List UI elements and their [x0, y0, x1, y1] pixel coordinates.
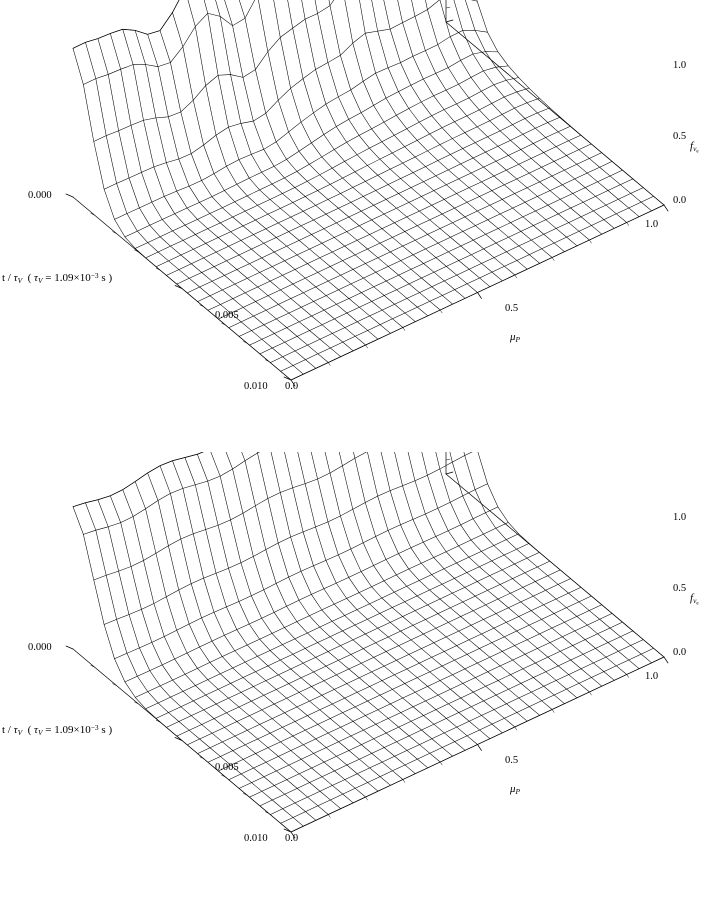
z-tick-2-top: 1.0	[673, 60, 687, 71]
x-tick-1-top: 0.005	[215, 310, 239, 321]
y-tick-2-top: 1.0	[645, 219, 659, 230]
x-tick-0-top: 0.000	[28, 190, 52, 201]
x-axis-label-top: t / $\tau_V$ ( $\tau_V = 1.09\times 10^{-3}$ s )	[2, 271, 113, 286]
x-tick-2-top: 0.010	[244, 381, 268, 392]
y-tick-1-top: 0.5	[505, 303, 519, 314]
y-tick-0-top: 0.0	[285, 381, 299, 392]
z-tick-0-bottom: 0.0	[673, 647, 687, 658]
surface-plot-panel-bottom	[0, 452, 712, 904]
x-tick-2-bottom: 0.010	[244, 833, 268, 844]
z-axis-label-top: $f_{\nu_e}$	[690, 140, 699, 155]
z-tick-2-bottom: 1.0	[673, 512, 687, 523]
y-tick-1-bottom: 0.5	[505, 755, 519, 766]
x-axis-label-bottom: t / $\tau_V$ ( $\tau_V = 1.09\times 10^{-3}$ s )	[2, 723, 113, 738]
y-tick-2-bottom: 1.0	[645, 671, 659, 682]
z-tick-1-bottom: 0.5	[673, 583, 687, 594]
y-axis-label-bottom: $\mu_P$	[510, 783, 521, 797]
x-tick-1-bottom: 0.005	[215, 762, 239, 773]
z-tick-1-top: 0.5	[673, 131, 687, 142]
x-tick-0-bottom: 0.000	[28, 642, 52, 653]
z-tick-0-top: 0.0	[673, 195, 687, 206]
z-axis-label-bottom: $f_{\nu_e}$	[690, 592, 699, 607]
y-axis-label-top: $\mu_P$	[510, 331, 521, 345]
y-tick-0-bottom: 0.0	[285, 833, 299, 844]
surface-plot-bottom-canvas	[0, 452, 712, 904]
